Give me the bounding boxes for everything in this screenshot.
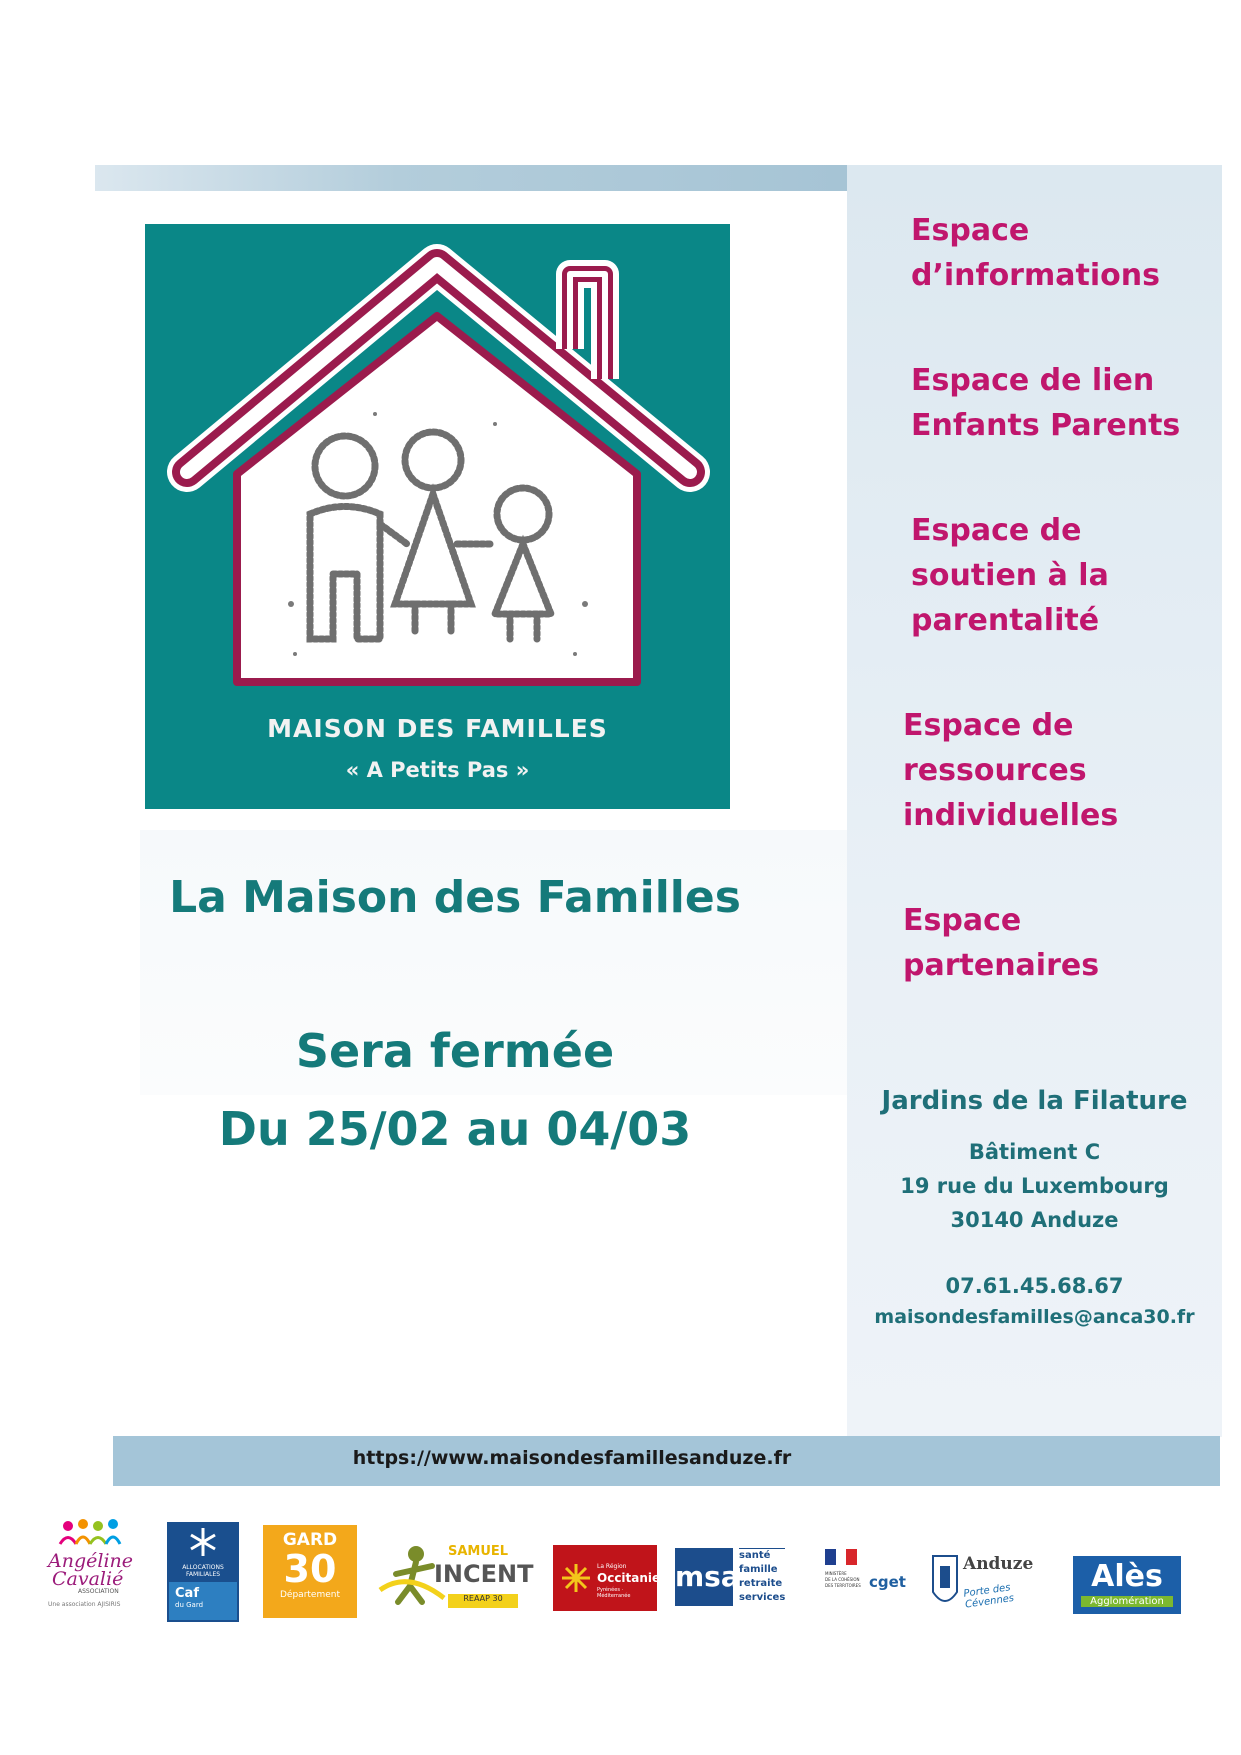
service-line: ressources <box>903 753 1087 788</box>
gard-line1: GARD <box>282 1530 338 1550</box>
service-parent-child-link <box>911 358 1180 448</box>
footer-url-band <box>113 1436 1220 1486</box>
service-line: Espace <box>911 213 1030 248</box>
logo-title: MAISON DES FAMILLES <box>267 714 608 743</box>
service-line: Espace <box>903 903 1022 938</box>
service-information <box>911 208 1160 298</box>
address-place: Jardins de la Filature <box>881 1086 1188 1116</box>
occitan-cross-icon <box>559 1561 593 1595</box>
gard-line3: Département <box>280 1590 340 1600</box>
logo-subtitle: « A Petits Pas » <box>345 758 530 782</box>
service-line: Enfants Parents <box>911 408 1181 443</box>
cget-mark: cget <box>869 1573 906 1591</box>
cget-ministry <box>825 1571 861 1589</box>
anduze-logo <box>930 1552 1060 1614</box>
closure-dates: Du 25/02 au 04/03 <box>218 1102 692 1156</box>
gard-departement-logo <box>263 1525 357 1618</box>
service-line: parentalité <box>911 603 1100 638</box>
service-line: soutien à la <box>911 558 1109 593</box>
caf-line2: FAMILIALES <box>185 1571 221 1578</box>
service-parenting-support <box>911 508 1109 643</box>
msa-line3: retraite <box>739 1578 783 1589</box>
ales-agglomeration-logo <box>1073 1556 1181 1614</box>
anduze-shield-icon <box>930 1552 960 1612</box>
occitanie-region-logo <box>553 1545 661 1611</box>
website-link[interactable]: https://www.maisondesfamillesanduze.fr <box>352 1447 792 1469</box>
service-line: d’informations <box>911 258 1160 293</box>
closure-notice: Sera fermée <box>295 1024 615 1078</box>
republique-flag-icon <box>825 1549 857 1565</box>
angeline-line1: Angéline <box>48 1550 133 1572</box>
cget-logo <box>825 1549 906 1611</box>
service-line: individuelles <box>903 798 1119 833</box>
samuel-line1: SAMUEL <box>448 1544 509 1559</box>
cget-line1: MINISTÈRE <box>825 1571 847 1576</box>
msa-line1: santé <box>739 1550 771 1561</box>
msa-tagline <box>739 1548 785 1605</box>
gard-line2: 30 <box>283 1547 337 1591</box>
contact-email[interactable]: maisondesfamilles@anca30.fr <box>874 1306 1195 1328</box>
caf-lower-block <box>169 1582 237 1620</box>
anduze-line1: Anduze <box>963 1554 1034 1574</box>
caf-line3: Caf <box>175 1586 199 1601</box>
samuel-line2: INCENT <box>434 1560 534 1588</box>
address-city: 30140 Anduze <box>950 1208 1119 1232</box>
service-line: partenaires <box>903 948 1100 983</box>
maison-des-familles-logo <box>145 224 730 809</box>
occitanie-line2: Occitanie <box>597 1571 661 1585</box>
angeline-assoc: ASSOCIATION <box>78 1588 119 1595</box>
angeline-cavalie-logo <box>48 1516 138 1624</box>
caf-snowflake-icon <box>169 1524 237 1560</box>
service-line: Espace de <box>903 708 1074 743</box>
top-decorative-band <box>95 165 847 191</box>
address-building: Bâtiment C <box>968 1140 1101 1164</box>
angeline-line2: Cavalié <box>52 1568 124 1590</box>
ales-line1: Alès <box>1091 1559 1163 1594</box>
occitanie-line1: La Région <box>597 1563 627 1570</box>
cget-line2: DE LA COHÉSION <box>825 1577 860 1582</box>
service-individual-resources <box>903 703 1118 838</box>
msa-mark: msa <box>675 1548 733 1606</box>
msa-line4: services <box>739 1592 786 1603</box>
anduze-line2: Porte des Cévennes <box>962 1582 1015 1611</box>
samuel-line3: REAAP 30 <box>448 1594 518 1608</box>
msa-logo <box>675 1548 803 1608</box>
occitanie-line3: Pyrénées · Méditerranée <box>597 1587 631 1599</box>
ales-line2: Agglomération <box>1081 1596 1173 1607</box>
caf-line4: du Gard <box>175 1601 204 1609</box>
angeline-network: Une association AJISIRIS <box>48 1601 121 1608</box>
caf-logo <box>167 1522 239 1622</box>
cget-line3: DES TERRITOIRES <box>825 1583 861 1588</box>
samuel-vincent-logo <box>378 1540 534 1614</box>
service-line: Espace de lien <box>911 363 1155 398</box>
contact-phone[interactable]: 07.61.45.68.67 <box>945 1274 1124 1298</box>
caf-line1: ALLOCATIONS <box>182 1564 224 1571</box>
msa-line2: famille <box>739 1564 778 1575</box>
address-street: 19 rue du Luxembourg <box>900 1174 1169 1198</box>
service-line: Espace de <box>911 513 1082 548</box>
page-title: La Maison des Familles <box>169 872 741 923</box>
service-partners <box>903 898 1099 988</box>
